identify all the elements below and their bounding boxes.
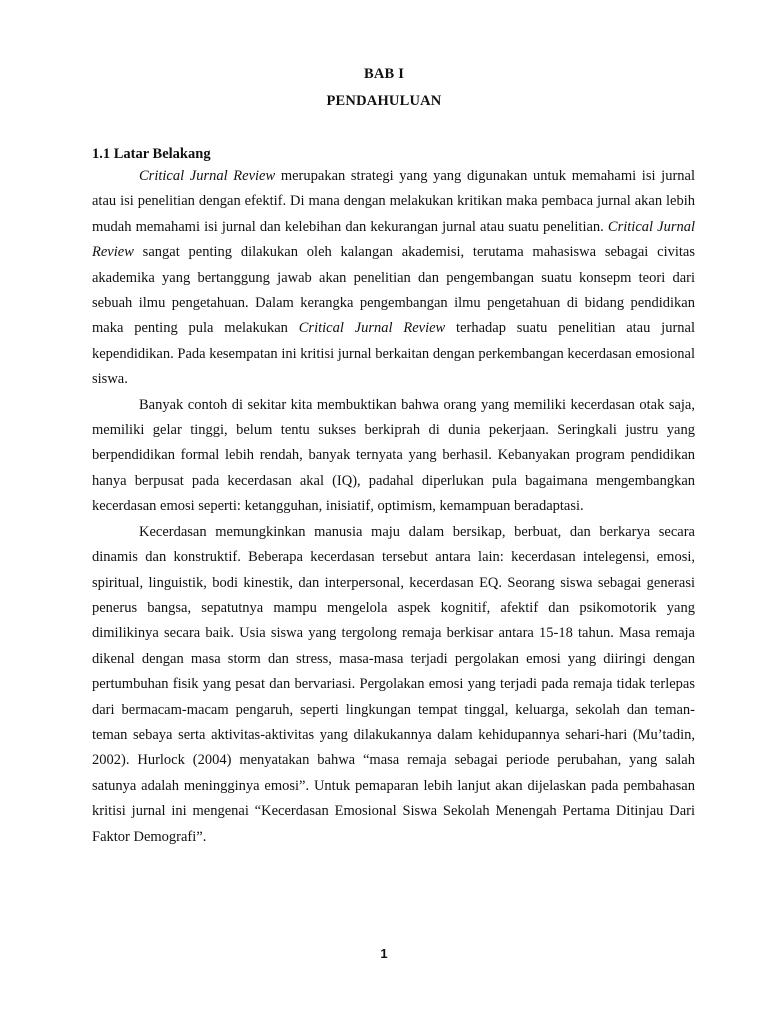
italic-term: Critical Jurnal Review [92, 218, 695, 261]
text-run: Kecerdasan memungkinkan manusia maju dalam bersikap, berbuat, dan berkarya secara dinamis dan konstruktif. Beberapa kecerdasan tersebut antara lain: kecerdasan intelegensi, emosi, spiritual, linguistik, bodi kinestik, dan interpersonal, kecerdasan EQ. Seorang siswa sebagai generasi penerus bangsa, sepatutnya mampu mengelola aspek kognitif, afektif dan psikomotorik yang dimilikinya secara baik. Usia siswa yang tergolong remaja berkisar antara 15-18 tahun. Masa remaja dikenal dengan masa storm dan stress, masa-masa terjadi pergolakan emosi yang diiringi dengan pertumbuhan fisik yang pesat dan bervariasi. Pergolakan emosi yang terjadi pada remaja tidak terlepas dari bermacam-macam pengaruh, seperti lingkungan tempat tinggal, keluarga, sekolah dan teman-teman sebaya serta aktivitas-aktivitas yang dilakukannya dalam kehidupannya sehari-hari (Mu’tadin, 2002). Hurlock (2004) menyatakan bahwa “masa remaja sebagai periode perubahan, yang salah satunya adalah meningginya emosi”. Untuk pemaparan lebih lanjut akan dijelaskan pada pembahasan kritisi jurnal ini mengenai “Kecerdasan Emosional Siswa Sekolah Menengah Pertama Ditinjau Dari Faktor Demografi”. [92, 523, 695, 845]
italic-term: Critical Jurnal Review [139, 168, 276, 184]
paragraph-emotional-development [92, 520, 695, 850]
body-text [92, 164, 695, 850]
text-run: merupakan strategi yang yang digunakan untuk memahami isi jurnal atau isi penelitian dengan efektif. Di mana dengan melakukan kritikan maka pembaca jurnal akan lebih mudah memahami isi jurnal dan kelebihan dan kekurangan jurnal atau suatu penelitian. [92, 168, 695, 235]
text-run: terhadap suatu penelitian atau jurnal kependidikan. Pada kesempatan ini kritisi jurnal berkaitan dengan perkembangan kecerdasan emosional siswa. [92, 320, 695, 388]
paragraph-critical-review [92, 164, 695, 393]
paragraph-intelligence-examples [92, 393, 695, 520]
text-run: sangat penting dilakukan oleh kalangan akademisi, terutama mahasiswa sebagai civitas akademika yang bertanggung jawab akan penelitian dan pengembangan suatu konsepm teori dari sebuah ilmu pengetahuan. Dalam kerangka pengembangan ilmu pengetahuan di bidang pendidikan maka penting pula melakukan [92, 244, 695, 337]
chapter-number: BAB I [363, 66, 405, 82]
italic-term: Critical Jurnal Review [298, 320, 446, 337]
chapter-title: PENDAHULUAN [326, 93, 442, 109]
section-heading: 1.1 Latar Belakang [92, 146, 211, 162]
text-run: Banyak contoh di sekitar kita membuktikan bahwa orang yang memiliki kecerdasan otak saja, memiliki gelar tinggi, belum tentu sukses berkiprah di dunia pekerjaan. Seringkali justru yang berpendidikan formal lebih rendah, banyak ternyata yang berhasil. Kebanyakan program pendidikan hanya berpusat pada kecerdasan akal (IQ), padahal diperlukan pula bagaimana mengembangkan kecerdasan emosi seperti: ketangguhan, inisiatif, optimism, kemampuan beradaptasi. [92, 396, 695, 515]
page-number: 1 [380, 946, 388, 961]
